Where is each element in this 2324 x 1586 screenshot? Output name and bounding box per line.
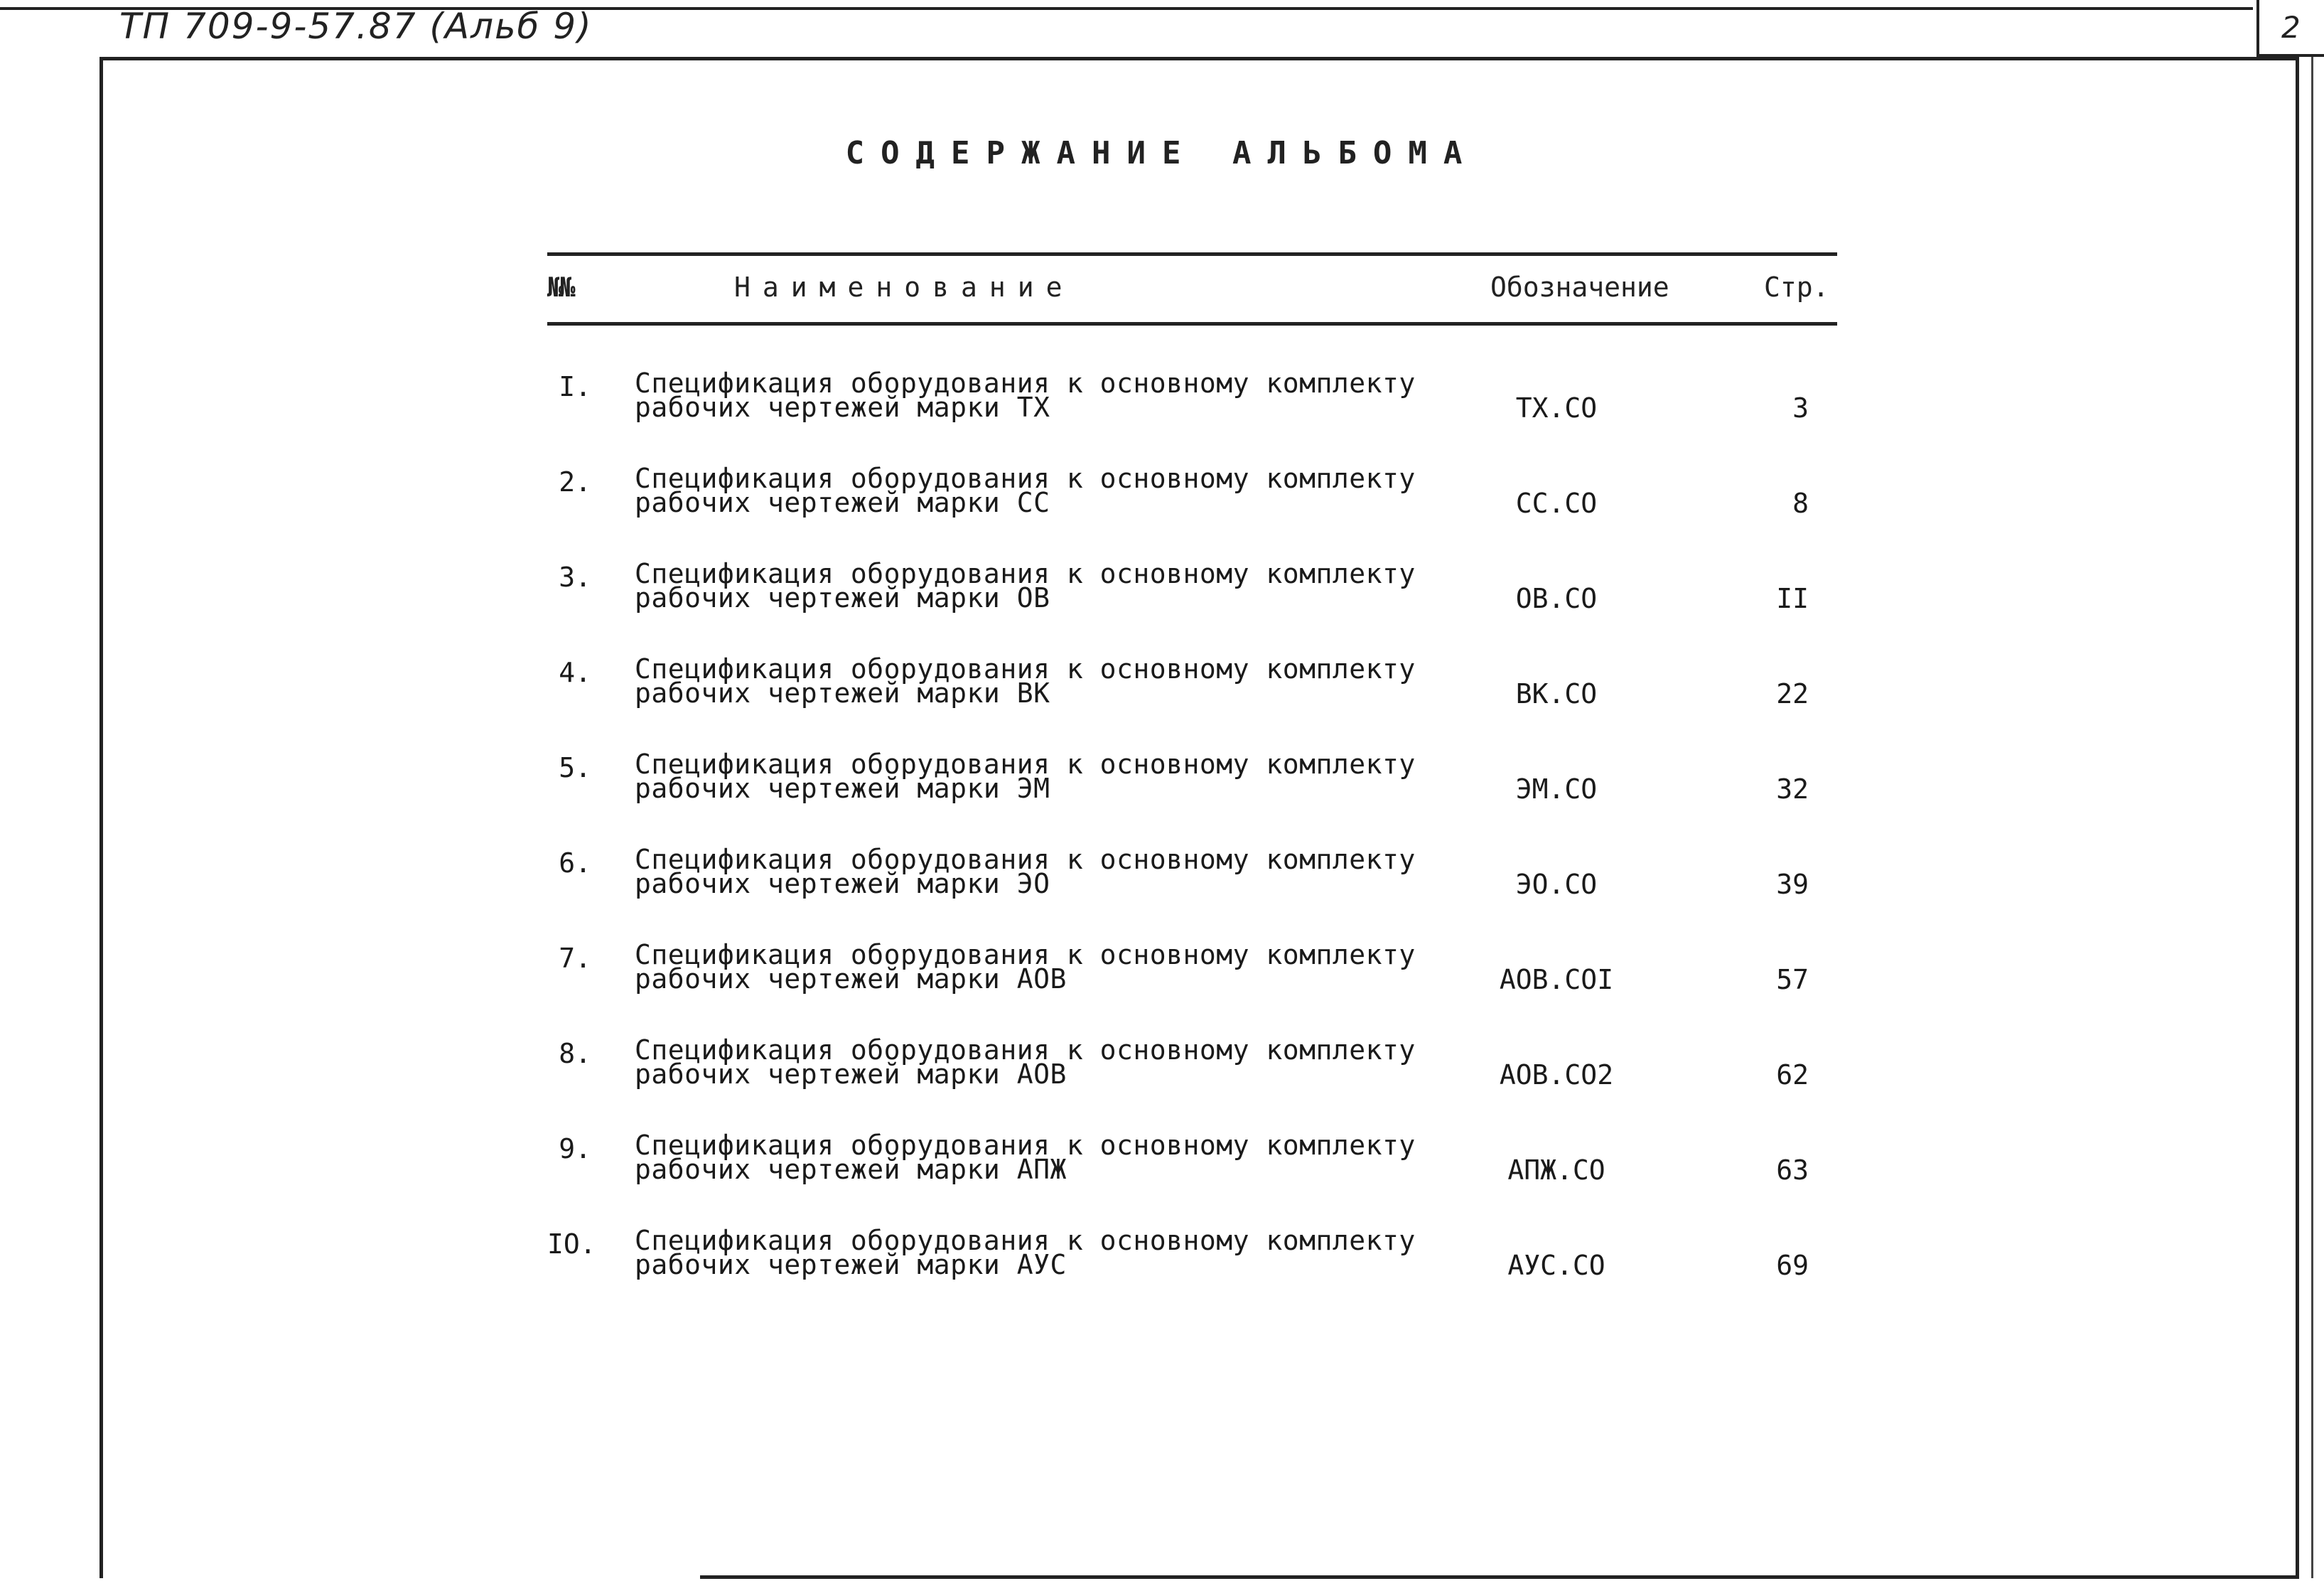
row-page: 62 [1776, 1059, 1809, 1091]
table-top-rule [547, 252, 1837, 256]
row-number: 8. [559, 1038, 591, 1069]
column-header-number: №№ [547, 272, 571, 303]
row-page: 22 [1776, 678, 1809, 709]
row-name-line: рабочих чертежей марки АУС [635, 1249, 1067, 1280]
table-row [0, 463, 2324, 537]
row-name-line: Спецификация оборудования к основному комплекту [635, 1225, 1416, 1256]
table-header-rule [547, 322, 1837, 326]
row-name [635, 1034, 1416, 1090]
sheet-number: 2 [2281, 10, 2301, 45]
row-page: 32 [1776, 773, 1809, 805]
row-name-line: Спецификация оборудования к основному комплекту [635, 653, 1416, 685]
row-name-line: рабочих чертежей марки АПЖ [635, 1154, 1067, 1185]
row-name-line: Спецификация оборудования к основному комплекту [635, 463, 1416, 494]
row-designation: ВК.СО [1515, 678, 1598, 709]
row-name-line: Спецификация оборудования к основному комплекту [635, 1130, 1416, 1161]
table-row [0, 749, 2324, 823]
row-name [635, 749, 1416, 804]
page-title: СОДЕРЖАНИЕ АЛЬБОМА [845, 135, 1479, 171]
column-header-name: Наименование [734, 272, 1075, 303]
row-name-line: Спецификация оборудования к основному комплекту [635, 749, 1416, 780]
row-designation: ЭО.СО [1515, 869, 1598, 900]
row-name-line: Спецификация оборудования к основному комплекту [635, 1034, 1416, 1066]
row-name-line: Спецификация оборудования к основному комплекту [635, 368, 1416, 399]
row-page: 39 [1776, 869, 1809, 900]
row-name-line: рабочих чертежей марки ОВ [635, 582, 1050, 613]
row-name-line: рабочих чертежей марки АОВ [635, 963, 1067, 995]
row-designation: ОВ.СО [1515, 583, 1598, 614]
row-designation: ТХ.СО [1515, 392, 1598, 424]
table-row [0, 1034, 2324, 1109]
row-name [635, 463, 1416, 518]
frame-bottom-line [700, 1575, 2299, 1579]
table-row [0, 844, 2324, 918]
row-number: 6. [559, 847, 591, 879]
row-name [635, 368, 1416, 423]
table-row [0, 653, 2324, 728]
row-number: 4. [559, 657, 591, 688]
document-code: ТП 709-9-57.87 (Альб 9) [119, 6, 593, 47]
row-name-line: рабочих чертежей марки СС [635, 487, 1050, 518]
table-row [0, 1130, 2324, 1204]
row-name [635, 1225, 1416, 1280]
row-designation: АУС.СО [1507, 1250, 1605, 1281]
row-number: 2. [559, 466, 591, 498]
row-name-line: рабочих чертежей марки АОВ [635, 1059, 1067, 1090]
column-header-page: Стр. [1764, 272, 1829, 303]
row-name-line: рабочих чертежей марки ТХ [635, 392, 1050, 423]
table-row [0, 1225, 2324, 1300]
row-name [635, 844, 1416, 899]
row-designation: АПЖ.СО [1507, 1154, 1605, 1186]
row-name-line: Спецификация оборудования к основному комплекту [635, 939, 1416, 970]
row-number: 7. [559, 943, 591, 974]
row-name [635, 1130, 1416, 1185]
row-name-line: рабочих чертежей марки ВК [635, 677, 1050, 709]
row-name [635, 939, 1416, 995]
row-number: 5. [559, 752, 591, 783]
row-name-line: Спецификация оборудования к основному комплекту [635, 558, 1416, 589]
column-header-designation: Обозначение [1490, 272, 1669, 303]
row-designation: ЭМ.СО [1515, 773, 1598, 805]
table-row [0, 939, 2324, 1014]
row-page: 3 [1792, 392, 1809, 424]
row-page: II [1776, 583, 1809, 614]
table-row [0, 368, 2324, 442]
row-name-line: рабочих чертежей марки ЭО [635, 868, 1050, 899]
row-number: 3. [559, 562, 591, 593]
row-name-line: рабочих чертежей марки ЭМ [635, 773, 1050, 804]
table-row [0, 558, 2324, 633]
row-page: 63 [1776, 1154, 1809, 1186]
row-page: 8 [1792, 488, 1809, 519]
row-name [635, 558, 1416, 613]
row-number: 9. [559, 1133, 591, 1164]
row-number: IO. [547, 1228, 596, 1260]
row-designation: СС.СО [1515, 488, 1598, 519]
row-name [635, 653, 1416, 709]
row-number: I. [559, 371, 591, 402]
row-designation: АОВ.СО2 [1499, 1059, 1614, 1091]
row-page: 57 [1776, 964, 1809, 995]
row-name-line: Спецификация оборудования к основному комплекту [635, 844, 1416, 875]
row-designation: АОВ.СОI [1499, 964, 1614, 995]
row-page: 69 [1776, 1250, 1809, 1281]
